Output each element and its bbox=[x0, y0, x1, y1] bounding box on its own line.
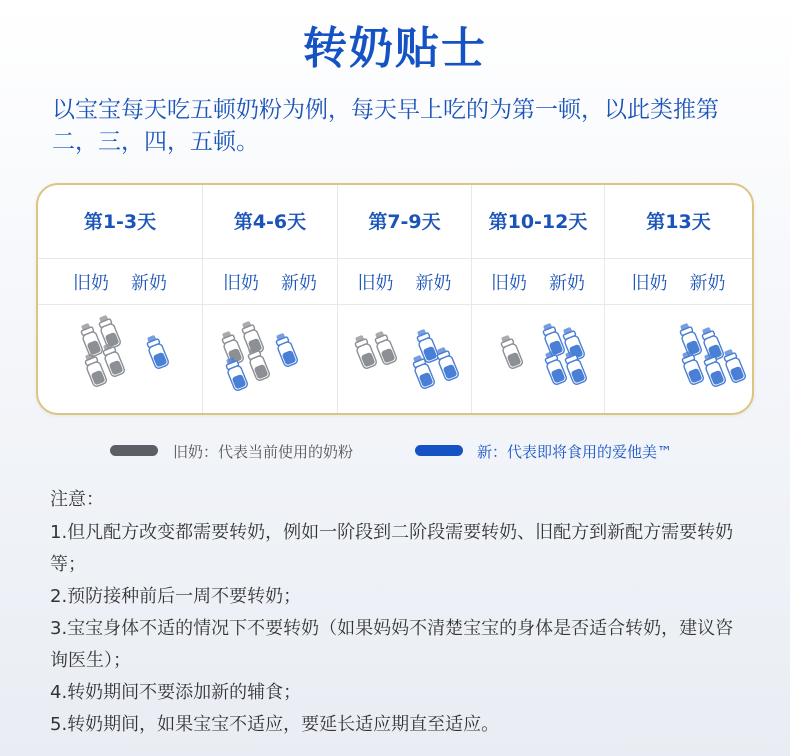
new-milk-bottle-icon bbox=[142, 333, 171, 371]
new-milk-label: 新奶 bbox=[689, 272, 726, 294]
column-header: 第10-12天 bbox=[472, 185, 604, 259]
new-milk-legend-text: 新：代表即将食用的爱他美™ bbox=[477, 443, 673, 461]
note-item: 5.转奶期间，如果宝宝不适应，要延长适应期直至适应。 bbox=[50, 714, 500, 735]
old-milk-bottle-icon bbox=[496, 333, 525, 371]
column-header: 第7-9天 bbox=[338, 185, 471, 259]
notes-section bbox=[50, 483, 750, 741]
column-day-13 bbox=[604, 185, 752, 413]
transition-table bbox=[36, 183, 754, 415]
old-milk-swatch bbox=[110, 445, 158, 456]
intro-text: 以宝宝每天吃五顿奶粉为例，每天早上吃的为第一顿，以此类推第二，三，四，五顿。 bbox=[52, 97, 719, 155]
column-header: 第13天 bbox=[605, 185, 752, 259]
legend bbox=[0, 440, 790, 462]
old-milk-label: 旧奶 bbox=[491, 272, 527, 294]
new-milk-label: 新奶 bbox=[281, 272, 317, 294]
new-milk-bottle-icon bbox=[677, 349, 706, 387]
page-title: 转奶贴士 bbox=[303, 23, 487, 74]
old-milk-label: 旧奶 bbox=[631, 272, 668, 294]
column-subheader bbox=[338, 259, 471, 305]
old-milk-label: 旧奶 bbox=[73, 272, 109, 294]
old-milk-label: 旧奶 bbox=[223, 272, 259, 294]
column-subheader bbox=[472, 259, 604, 305]
old-milk-bottle-icon bbox=[243, 345, 272, 383]
old-milk-label: 旧奶 bbox=[357, 272, 394, 294]
new-milk-swatch bbox=[415, 445, 463, 456]
column-header: 第4-6天 bbox=[203, 185, 337, 259]
note-item: 2.预防接种前后一周不要转奶； bbox=[50, 586, 302, 607]
column-day-10-12 bbox=[471, 185, 604, 413]
column-subheader bbox=[605, 259, 752, 305]
column-day-7-9 bbox=[337, 185, 471, 413]
column-subheader bbox=[38, 259, 202, 305]
new-milk-label: 新奶 bbox=[549, 272, 585, 294]
notes-heading: 注意： bbox=[50, 489, 104, 510]
note-item: 3.宝宝身体不适的情况下不要转奶（如果妈妈不清楚宝宝的身体是否适合转奶，建议咨询医生）； bbox=[50, 618, 734, 671]
new-milk-bottle-icon bbox=[271, 331, 300, 369]
bottle-group bbox=[472, 305, 604, 413]
bottle-group bbox=[338, 305, 471, 413]
bottle-group bbox=[605, 305, 752, 413]
column-subheader bbox=[203, 259, 337, 305]
column-day-4-6 bbox=[202, 185, 337, 413]
new-milk-bottle-icon bbox=[432, 345, 461, 383]
note-item: 1.但凡配方改变都需要转奶，例如一阶段到二阶段需要转奶、旧配方到新配方需要转奶等； bbox=[50, 522, 734, 575]
bottle-group bbox=[38, 305, 202, 413]
new-milk-label: 新奶 bbox=[415, 272, 452, 294]
bottle-group bbox=[203, 305, 337, 413]
new-milk-label: 新奶 bbox=[131, 272, 167, 294]
note-item: 4.转奶期间不要添加新的辅食； bbox=[50, 682, 302, 703]
column-header: 第1-3天 bbox=[38, 185, 202, 259]
old-milk-legend-text: 旧奶：代表当前使用的奶粉 bbox=[173, 443, 354, 461]
column-day-1-3 bbox=[38, 185, 202, 413]
